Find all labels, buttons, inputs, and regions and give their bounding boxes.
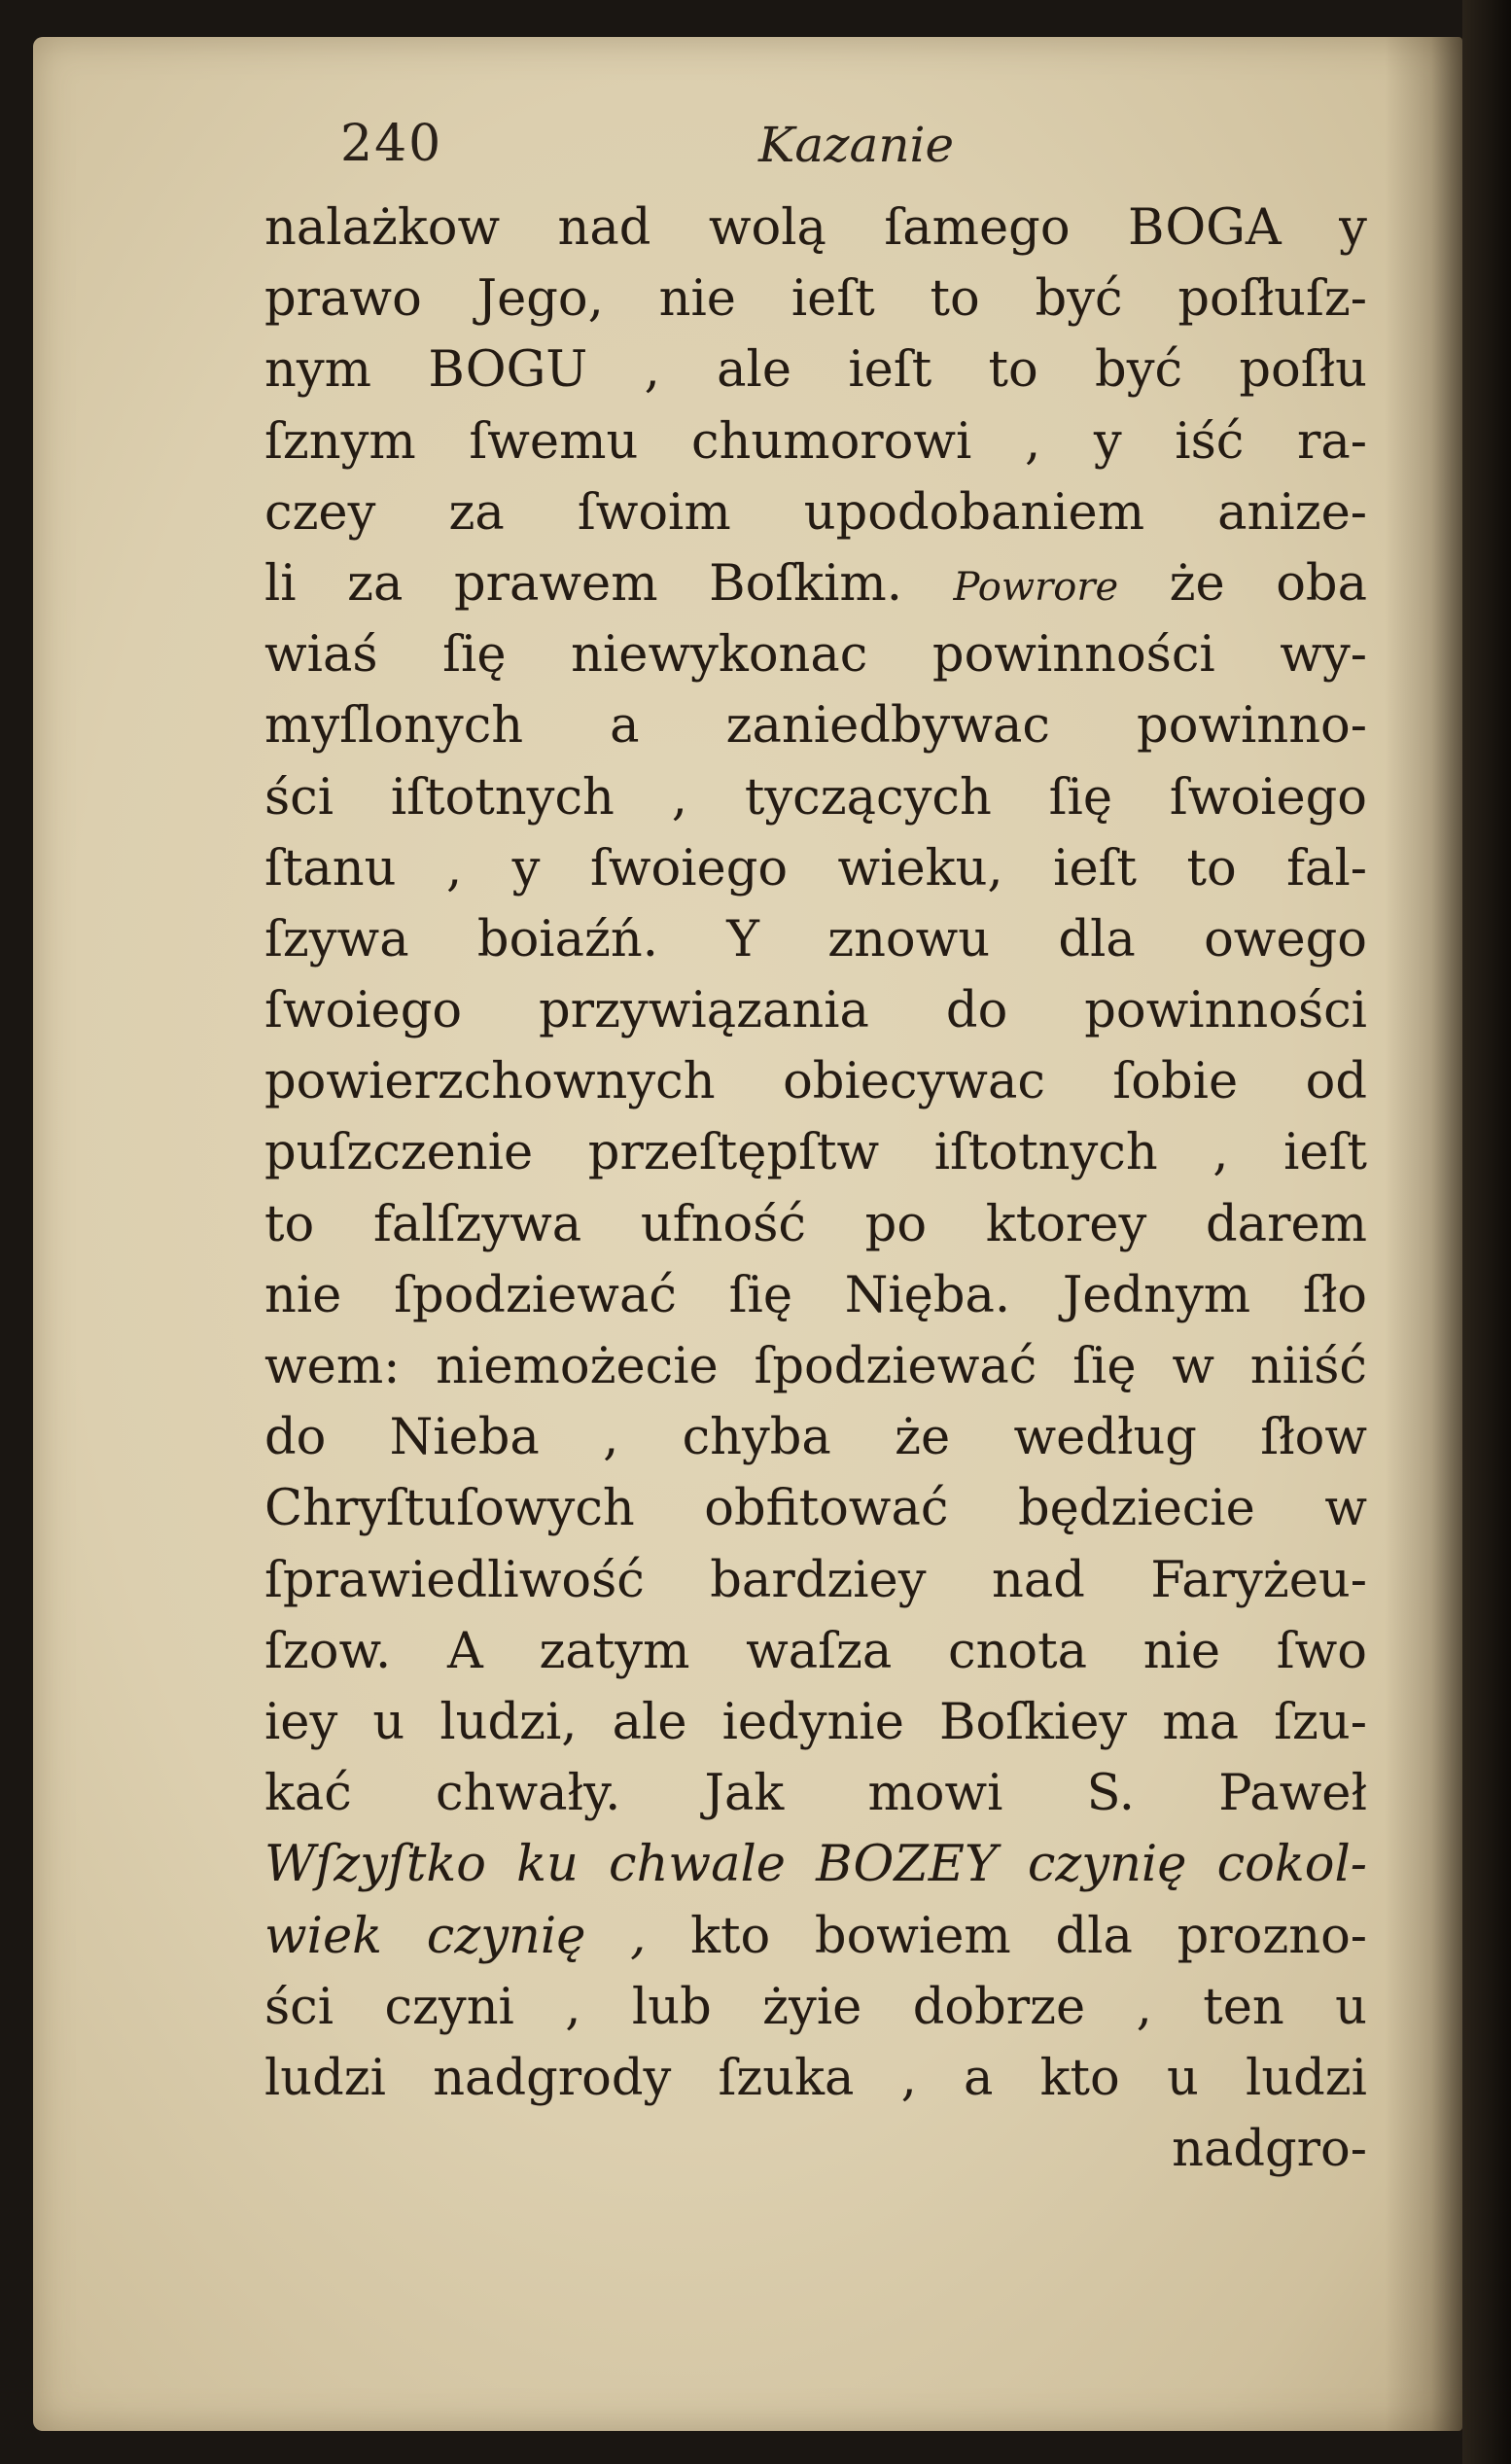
text-line-26: ści czyni , lub żyie dobrze , ten u <box>264 1978 1367 2036</box>
page-number: 240 <box>340 115 443 173</box>
text-line-1: nalażkow nad wolą ſamego BOGA y <box>264 199 1367 257</box>
text-line-6-end: że oba <box>1169 554 1367 613</box>
text-line-25-end: kto bowiem dla prozno- <box>690 1907 1367 1965</box>
text-line-3: nym BOGU , ale ieſt to być poſłu <box>264 341 1367 400</box>
italic-word-powrore: Powrore <box>953 564 1119 610</box>
page-gutter-shadow <box>1385 37 1462 2431</box>
body-text <box>264 193 1367 2185</box>
text-line-25 <box>264 1901 1367 1972</box>
text-line-8: myſlonych a zaniedbywac powinno- <box>264 697 1367 756</box>
text-line-6 <box>264 548 1367 619</box>
text-line-2: prawo Jego, nie ieſt to być poſłuſz- <box>264 270 1367 329</box>
text-line-10: ſtanu , y ſwoiego wieku, ieſt to fal- <box>264 839 1367 898</box>
text-line-23: kać chwały. Jak mowi S. Paweł <box>264 1765 1367 1823</box>
text-line-15: to falſzywa ufność po ktorey darem <box>264 1195 1367 1253</box>
running-head: Kazanie <box>758 117 955 173</box>
text-line-4: ſznym ſwemu chumorowi , y iść ra- <box>264 412 1367 471</box>
text-line-9: ści iſtotnych , tyczących ſię ſwoiego <box>264 768 1367 827</box>
text-line-20: ſprawiedliwość bardziey nad Faryżeu- <box>264 1551 1367 1609</box>
text-line-13: powierzchownych obiecywac ſobie od <box>264 1053 1367 1111</box>
catchword: nadgro- <box>1172 2121 1367 2179</box>
text-line-17: wem: niemożecie ſpodziewać ſię w niiść <box>264 1338 1367 1395</box>
text-line-19: Chryſtuſowych obfitować będziecie w <box>264 1480 1367 1538</box>
text-line-22: iey u ludzi, ale iedynie Boſkiey ma ſzu- <box>264 1693 1367 1751</box>
text-line-18: do Nieba , chyba że według ſłow <box>264 1409 1367 1467</box>
text-line-12: ſwoiego przywiązania do powinności <box>264 982 1367 1040</box>
text-line-14: puſzczenie przeſtępſtw iſtotnych , ieſt <box>264 1124 1367 1182</box>
text-line-6-start: li za prawem Boſkim. <box>264 554 902 613</box>
page-header <box>204 115 1361 193</box>
text-line-7: wiaś ſię niewykonac powinności wy- <box>264 626 1367 685</box>
book-edge <box>1462 0 1511 2464</box>
text-line-27: ludzi nadgrody ſzuka , a kto u ludzi <box>264 2049 1367 2107</box>
text-line-11: ſzywa boiaźń. Y znowu dla owego <box>264 910 1367 968</box>
text-line-5: czey za ſwoim upodobaniem anize- <box>264 483 1367 542</box>
text-line-24-quote: Wſzyſtko ku chwale BOZEY czynię cokol- <box>264 1836 1367 1894</box>
italic-quote-end: wiek czynię , <box>264 1907 647 1965</box>
text-line-16: nie ſpodziewać ſię Nięba. Jednym ſło <box>264 1266 1367 1324</box>
text-line-21: ſzow. A zatym waſza cnota nie ſwo <box>264 1622 1367 1680</box>
